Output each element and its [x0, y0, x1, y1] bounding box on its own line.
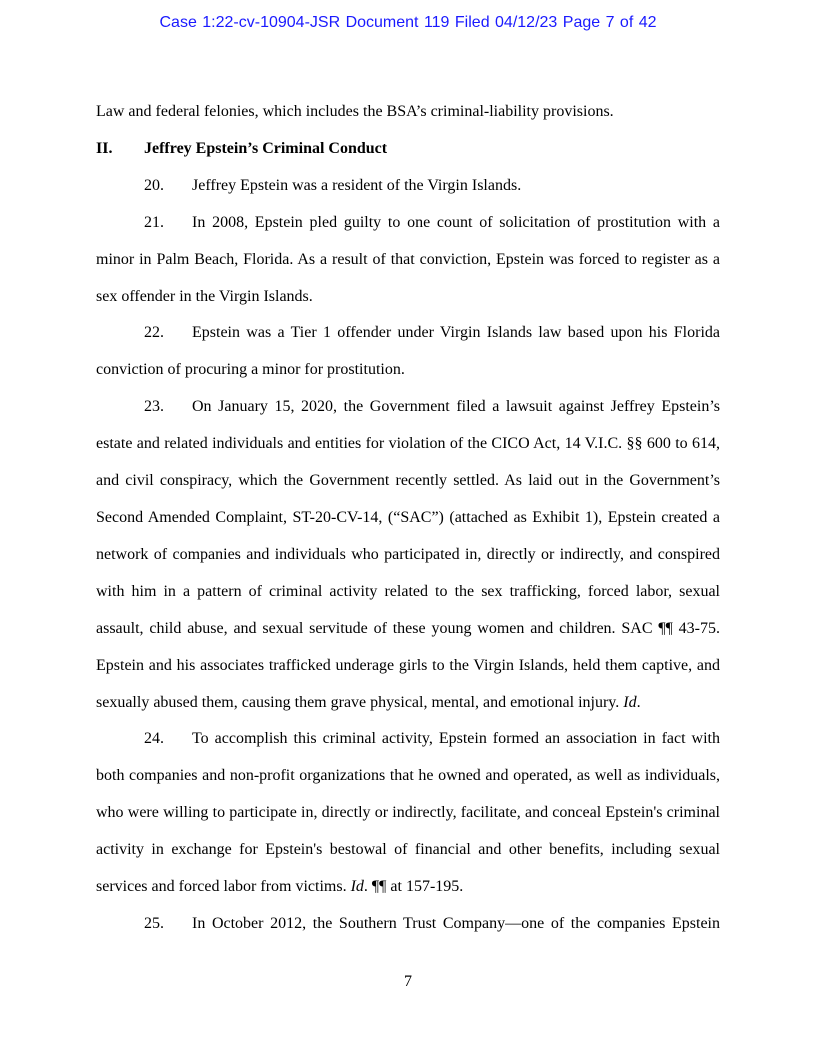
section-heading: [96, 131, 720, 168]
paragraph-text: In 2008, Epstein pled guilty to one count of solicitation of prostitution with a minor in Palm Beach, Florida. As a result of that conviction, Epstein was forced to register as a sex offender in the Virgin Islands.: [96, 213, 720, 305]
paragraph-text: Jeffrey Epstein was a resident of the Virgin Islands.: [192, 176, 522, 194]
paragraph-text: To accomplish this criminal activity, Epstein formed an association in fact with both companies and non-profit organizations that he owned and operated, as well as individuals, who were willing to participate in, directly or indirectly, facilitate, and conceal Epstein's criminal activity in exchange for Epstein's bestowal of financial and other benefits, including sexual services and forced labor from victims.: [96, 730, 720, 896]
case-number: Case 1:22-cv-10904-JSR: [159, 14, 341, 31]
paragraph-number: 22.: [144, 324, 164, 342]
paragraph-text: In October 2012, the Southern Trust Company—one of the companies Epstein: [192, 914, 720, 932]
paragraph-number: 24.: [144, 730, 164, 748]
citation-tail: .: [636, 693, 641, 711]
section-title: Jeffrey Epstein’s Criminal Conduct: [144, 139, 388, 157]
paragraph-number: 23.: [144, 398, 164, 416]
citation-id: Id: [350, 878, 364, 896]
paragraph-24: [96, 721, 720, 906]
continued-text: Law and federal felonies, which includes the BSA’s criminal-liability provisions.: [96, 103, 614, 120]
paragraph-20: [96, 168, 720, 205]
paragraph-25: [96, 906, 720, 943]
paragraph-23: [96, 389, 720, 721]
paragraph-text: Epstein was a Tier 1 offender under Virgin Islands law based upon his Florida conviction of procuring a minor for prostitution.: [96, 324, 720, 379]
citation-id: Id: [623, 693, 637, 711]
citation-tail: . ¶¶ at 157-195.: [363, 878, 464, 896]
section-number: II.: [96, 139, 113, 157]
page-of-total: Page 7 of 42: [562, 14, 657, 31]
document-body: [96, 94, 720, 943]
paragraph-number: 20.: [144, 176, 164, 194]
filing-header: [0, 14, 816, 32]
paragraph-number: 21.: [144, 213, 164, 231]
page-number: 7: [404, 973, 412, 990]
document-number: Document 119: [345, 14, 450, 31]
paragraph-text: On January 15, 2020, the Government filed a lawsuit against Jeffrey Epstein’s estate and related individuals and entities for violation of the CICO Act, 14 V.I.C. §§ 600 to 614, and civil conspiracy, which the Government recently settled. As laid out in the Government’s Second Amended Complaint, ST-20-CV-14, (“SAC”) (attached as Exhibit 1), Epstein created a network of companies and individuals who participated in, directly or indirectly, and conspired with him in a pattern of criminal activity related to the sex trafficking, forced labor, sexual assault, child abuse, and sexual servitude of these young women and children. SAC ¶¶ 43-75. Epstein and his associates trafficked underage girls to the Virgin Islands, held them captive, and sexually abused them, causing them grave physical, mental, and emotional injury.: [96, 398, 720, 711]
paragraph-number: 25.: [144, 914, 164, 932]
paragraph-22: [96, 315, 720, 389]
paragraph-21: [96, 205, 720, 316]
filed-date: Filed 04/12/23: [454, 14, 558, 31]
